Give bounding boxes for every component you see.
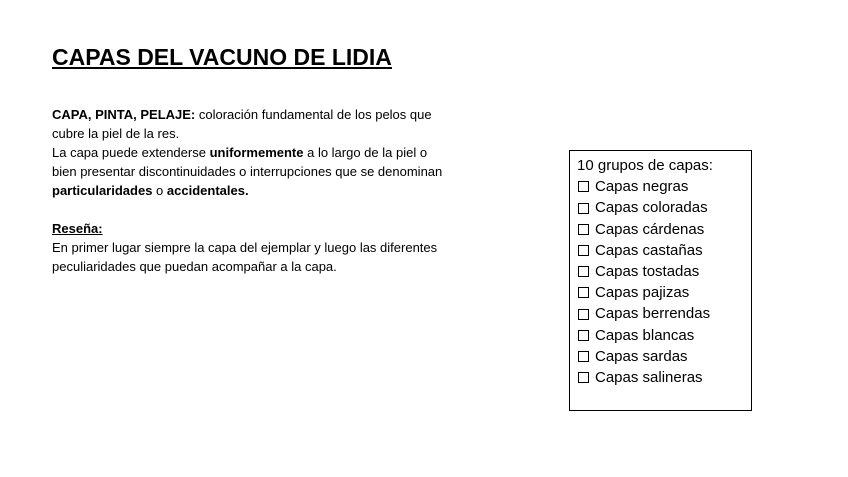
list-item (577, 261, 745, 282)
groups-title: 10 grupos de capas: (577, 157, 713, 174)
list-item (577, 367, 745, 388)
list-item-label: Capas blancas (595, 326, 695, 344)
extension-bold-accidentales: accidentales. (166, 183, 249, 198)
paragraph-gap (52, 200, 452, 219)
extension-bold-particularidades: particularidades (52, 183, 153, 198)
list-item-label: Capas negras (595, 178, 689, 196)
checkbox-icon (578, 330, 589, 341)
checkbox-icon (578, 287, 589, 298)
body-text (52, 105, 452, 276)
checkbox-icon (578, 309, 589, 320)
extension-paragraph (52, 143, 452, 200)
list-item (577, 346, 745, 367)
list-item-label: Capas pajizas (595, 284, 690, 302)
list-item (577, 197, 745, 218)
list-item-label: Capas cárdenas (595, 220, 705, 238)
checkbox-icon (578, 224, 589, 235)
extension-bold-uniformemente: uniformemente (209, 145, 304, 160)
list-item (577, 176, 745, 197)
resena-text: En primer lugar siempre la capa del ejemplar y luego las diferentes peculiaridades que puedan acompañar a la capa. (52, 240, 438, 274)
slide-title: CAPAS DEL VACUNO DE LIDIA (52, 44, 392, 70)
list-item-label: Capas coloradas (595, 199, 708, 217)
list-item-label: Capas castañas (595, 241, 703, 259)
checkbox-icon (578, 372, 589, 383)
list-item-label: Capas berrendas (595, 305, 711, 323)
checkbox-icon (578, 181, 589, 192)
checkbox-icon (578, 351, 589, 362)
capas-groups-box (569, 150, 752, 411)
groups-list (577, 176, 745, 388)
list-item (577, 219, 745, 240)
resena-heading: Reseña: (52, 221, 103, 236)
list-item (577, 240, 745, 261)
checkbox-icon (578, 203, 589, 214)
list-item (577, 303, 745, 324)
checkbox-icon (578, 266, 589, 277)
extension-text: La capa puede extenderse (52, 145, 210, 160)
definition-paragraph (52, 105, 452, 143)
extension-text: a lo largo de la piel o bien presentar discontinuidades o interrupciones que se denominan (52, 145, 443, 179)
list-item-label: Capas sardas (595, 347, 688, 365)
definition-text: coloración fundamental de los pelos que cubre la piel de la res. (52, 107, 432, 141)
list-item-label: Capas salineras (595, 369, 703, 387)
list-item (577, 325, 745, 346)
list-item (577, 282, 745, 303)
checkbox-icon (578, 245, 589, 256)
definition-term: CAPA, PINTA, PELAJE: (52, 107, 196, 122)
list-item-label: Capas tostadas (595, 263, 700, 281)
extension-text: o (152, 183, 167, 198)
